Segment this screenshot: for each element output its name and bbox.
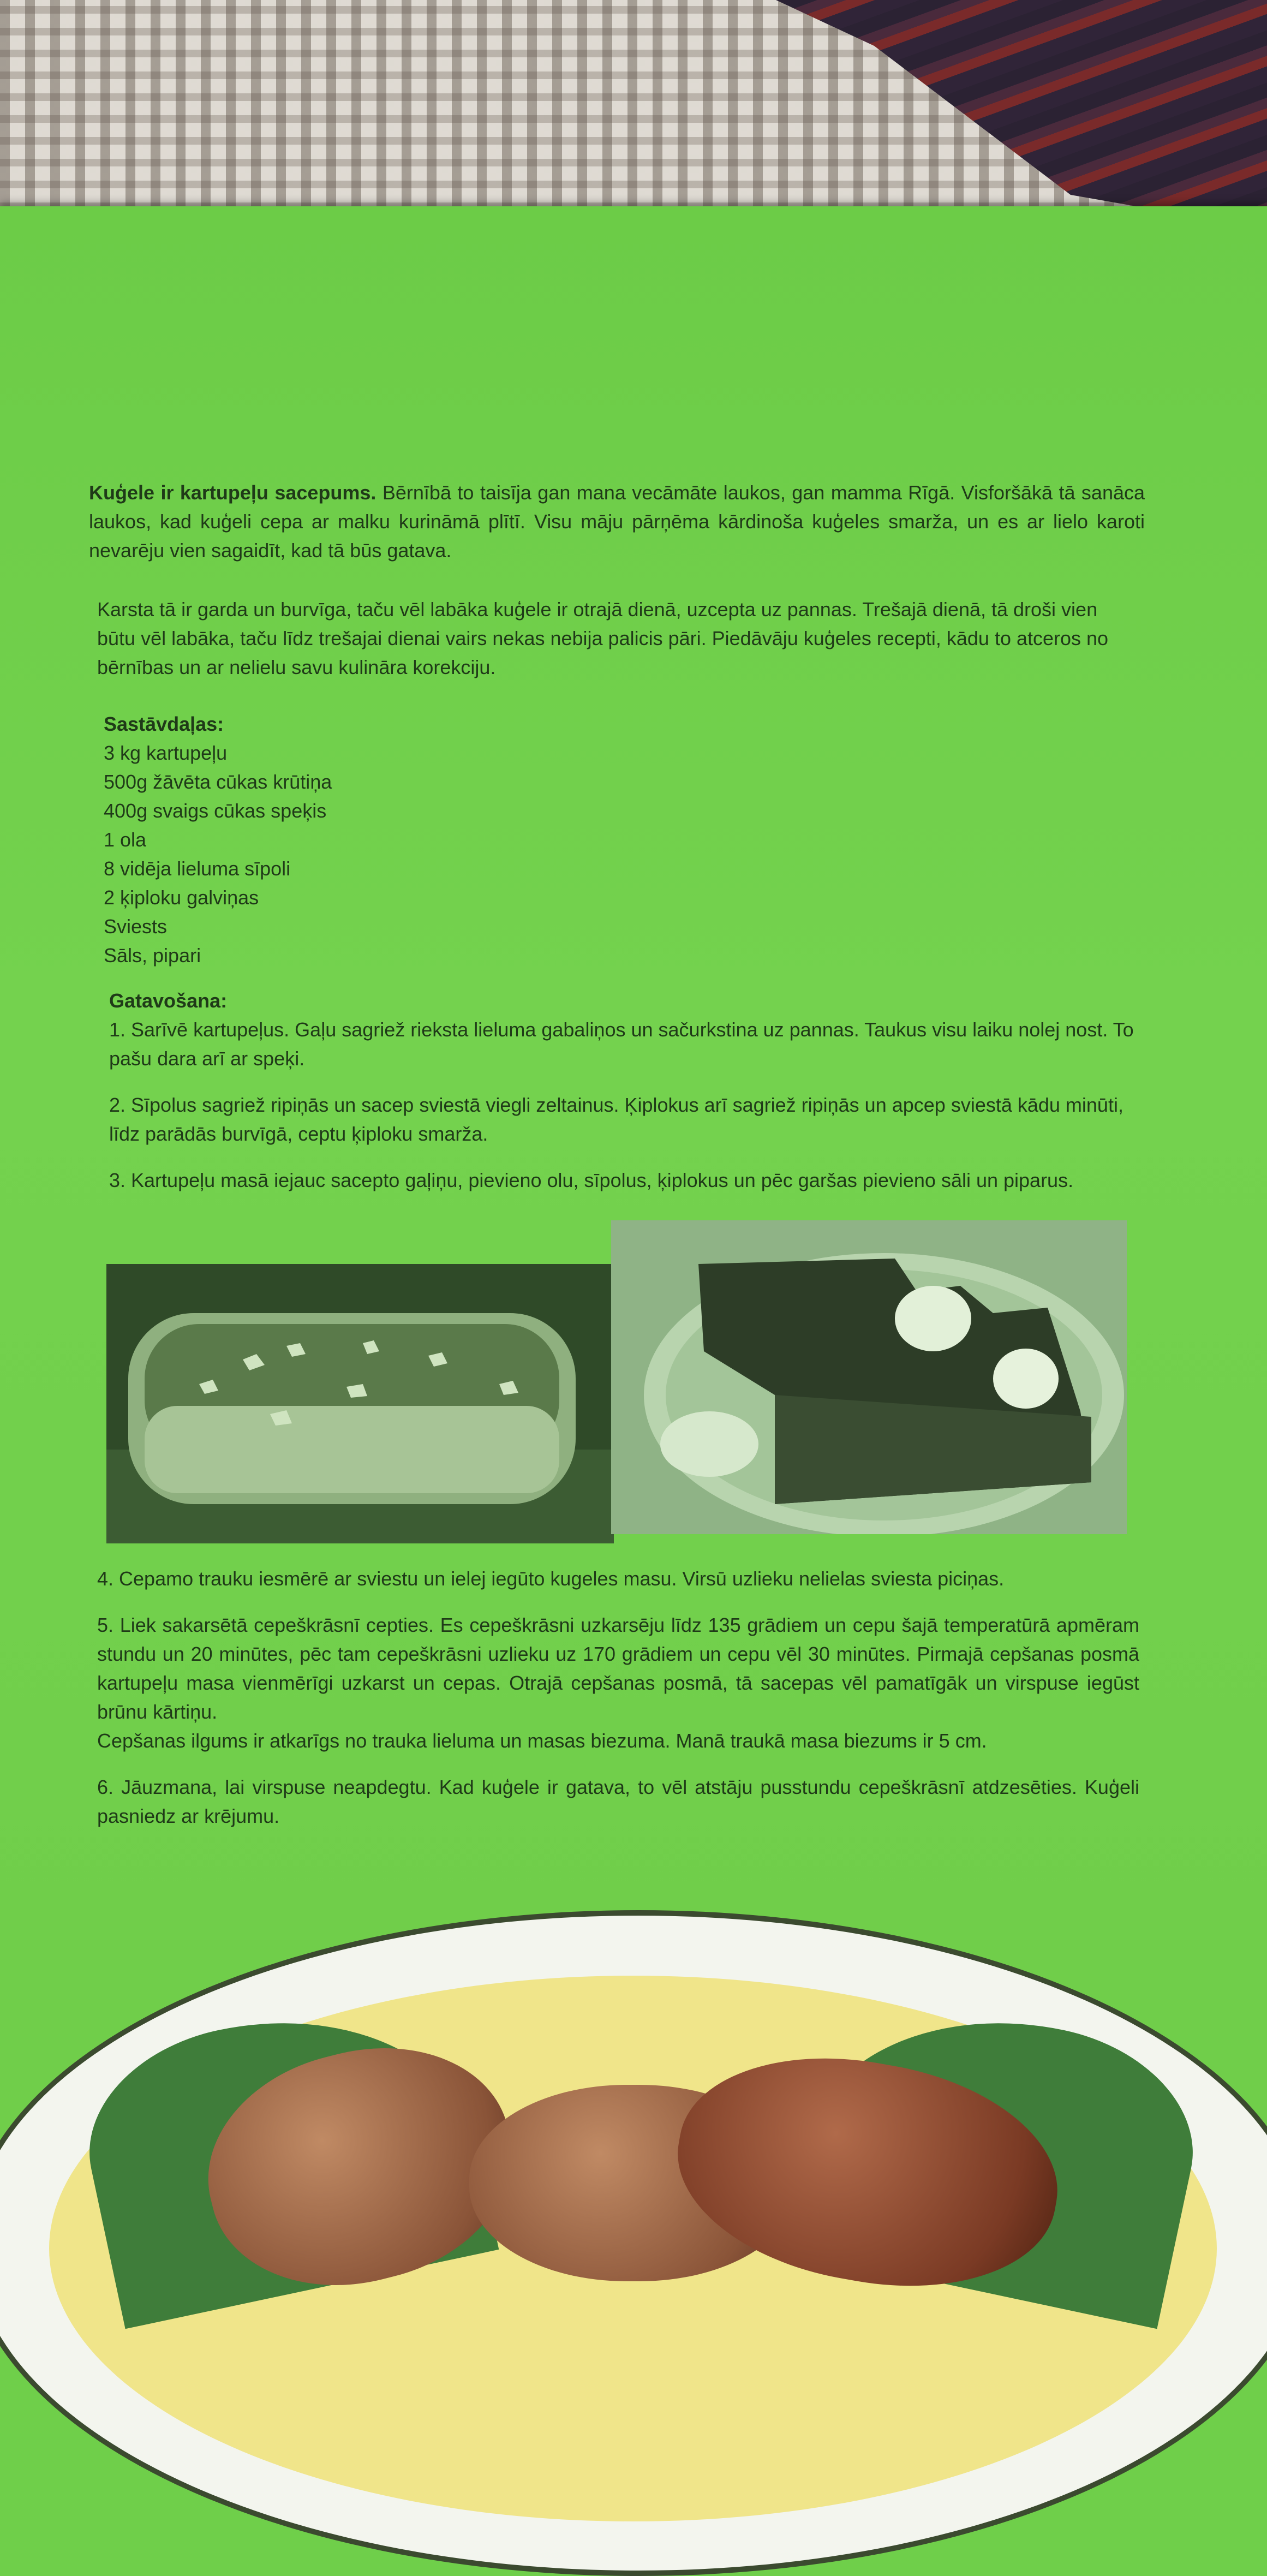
baking-time-note: Cepšanas ilgums ir atkarīgs no trauka lieluma un masas biezuma. Manā traukā masa biezums ir 5 cm. xyxy=(97,1730,987,1752)
intro-text: Bērnībā to taisīja gan mana vecāmāte laukos, gan mamma Rīgā. Visforšākā tā sanāca laukos, kad kuģeli cepa ar malku kurināmā plītī. Visu māju pārņēma kārdinoša kuģeles smarža, un es ar lielo karoti nevarēju vien sagaidīt, kad tā būs gatava. xyxy=(89,481,1145,562)
ingredient-item: 2 ķiploku galviņas xyxy=(104,886,259,909)
ingredient-item: Sāls, pipari xyxy=(104,944,201,967)
step-1: 1. Sarīvē kartupeļus. Gaļu sagriež rieksta lieluma gabaliņos un sačurkstina uz pannas. Taukus visu laiku nolej nost. To pašu dara arī ar speķi. xyxy=(109,1018,1134,1070)
preparation-section xyxy=(109,986,1135,1212)
step-3: 3. Kartupeļu masā iejauc sacepto gaļiņu, pievieno olu, sīpolus, ķiplokus un pēc garšas pievieno sāli un piparus. xyxy=(109,1169,1074,1191)
step-2: 2. Sīpolus sagriež ripiņās un sacep sviestā viegli zeltainus. Ķiplokus arī sagriež ripiņās un apcep sviestā kādu minūti, līdz parādās burvīgā, ceptu ķiploku smarža. xyxy=(109,1094,1123,1145)
baking-dish-photo xyxy=(106,1264,614,1543)
ingredient-item: 3 kg kartupeļu xyxy=(104,742,228,764)
ingredient-item: 400g svaigs cūkas speķis xyxy=(104,800,327,822)
ingredient-item: Sviests xyxy=(104,915,168,938)
ingredients-section xyxy=(104,709,758,970)
ingredient-item: 500g žāvēta cūkas krūtiņa xyxy=(104,771,332,793)
ingredients-heading: Sastāvdaļas: xyxy=(104,713,224,735)
step-5: 5. Liek sakarsētā cepeškrāsnī cepties. Es cepeškrāsni uzkarsēju līdz 135 grādiem un cepu šajā temperatūrā apmēram stundu un 20 minūtes, pēc tam cepeškrāsni uzlieku uz 170 grādiem un cepu vēl 30 minūtes. Pirmajā cepšanas posmā kartupeļu masa vienmērīgi uzkarst un cepas. Otrajā cepšanas posmā, tā sacepas vēl pamatīgāk un virspuse iegūst brūnu kārtiņu. xyxy=(97,1614,1139,1723)
step-4: 4. Cepamo trauku iesmērē ar sviestu un ielej iegūto kugeles masu. Virsū uzlieku nelielas sviesta piciņas. xyxy=(97,1567,1005,1590)
ingredient-item: 8 vidēja lieluma sīpoli xyxy=(104,857,291,880)
ingredients-list xyxy=(104,738,758,970)
intro-paragraph xyxy=(89,478,1145,565)
recipe-title: Kuģele ir kartupeļu sacepums. xyxy=(89,481,376,504)
step-6: 6. Jāuzmana, lai virspuse neapdegtu. Kad kuģele ir gatava, to vēl atstāju pusstundu cepeškrāsnī atdzesēties. Kuģeli pasniedz ar krējumu. xyxy=(97,1776,1139,1827)
preparation-continued xyxy=(97,1564,1139,1848)
kugele-slice-photo xyxy=(611,1220,1127,1534)
second-paragraph: Karsta tā ir garda un burvīga, taču vēl labāka kuģele ir otrajā dienā, uzcepta uz pannas. Trešajā dienā, tā droši vien būtu vēl labāka, taču līdz trešajai dienai vairs nekas nebija palicis pāri. Piedāvāju kuģeles recepti, kādu to atceros no bērnības un ar nelielu savu kulināra korekciju. xyxy=(97,598,1109,678)
preparation-heading: Gatavošana: xyxy=(109,989,228,1012)
ingredient-item: 1 ola xyxy=(104,828,147,851)
